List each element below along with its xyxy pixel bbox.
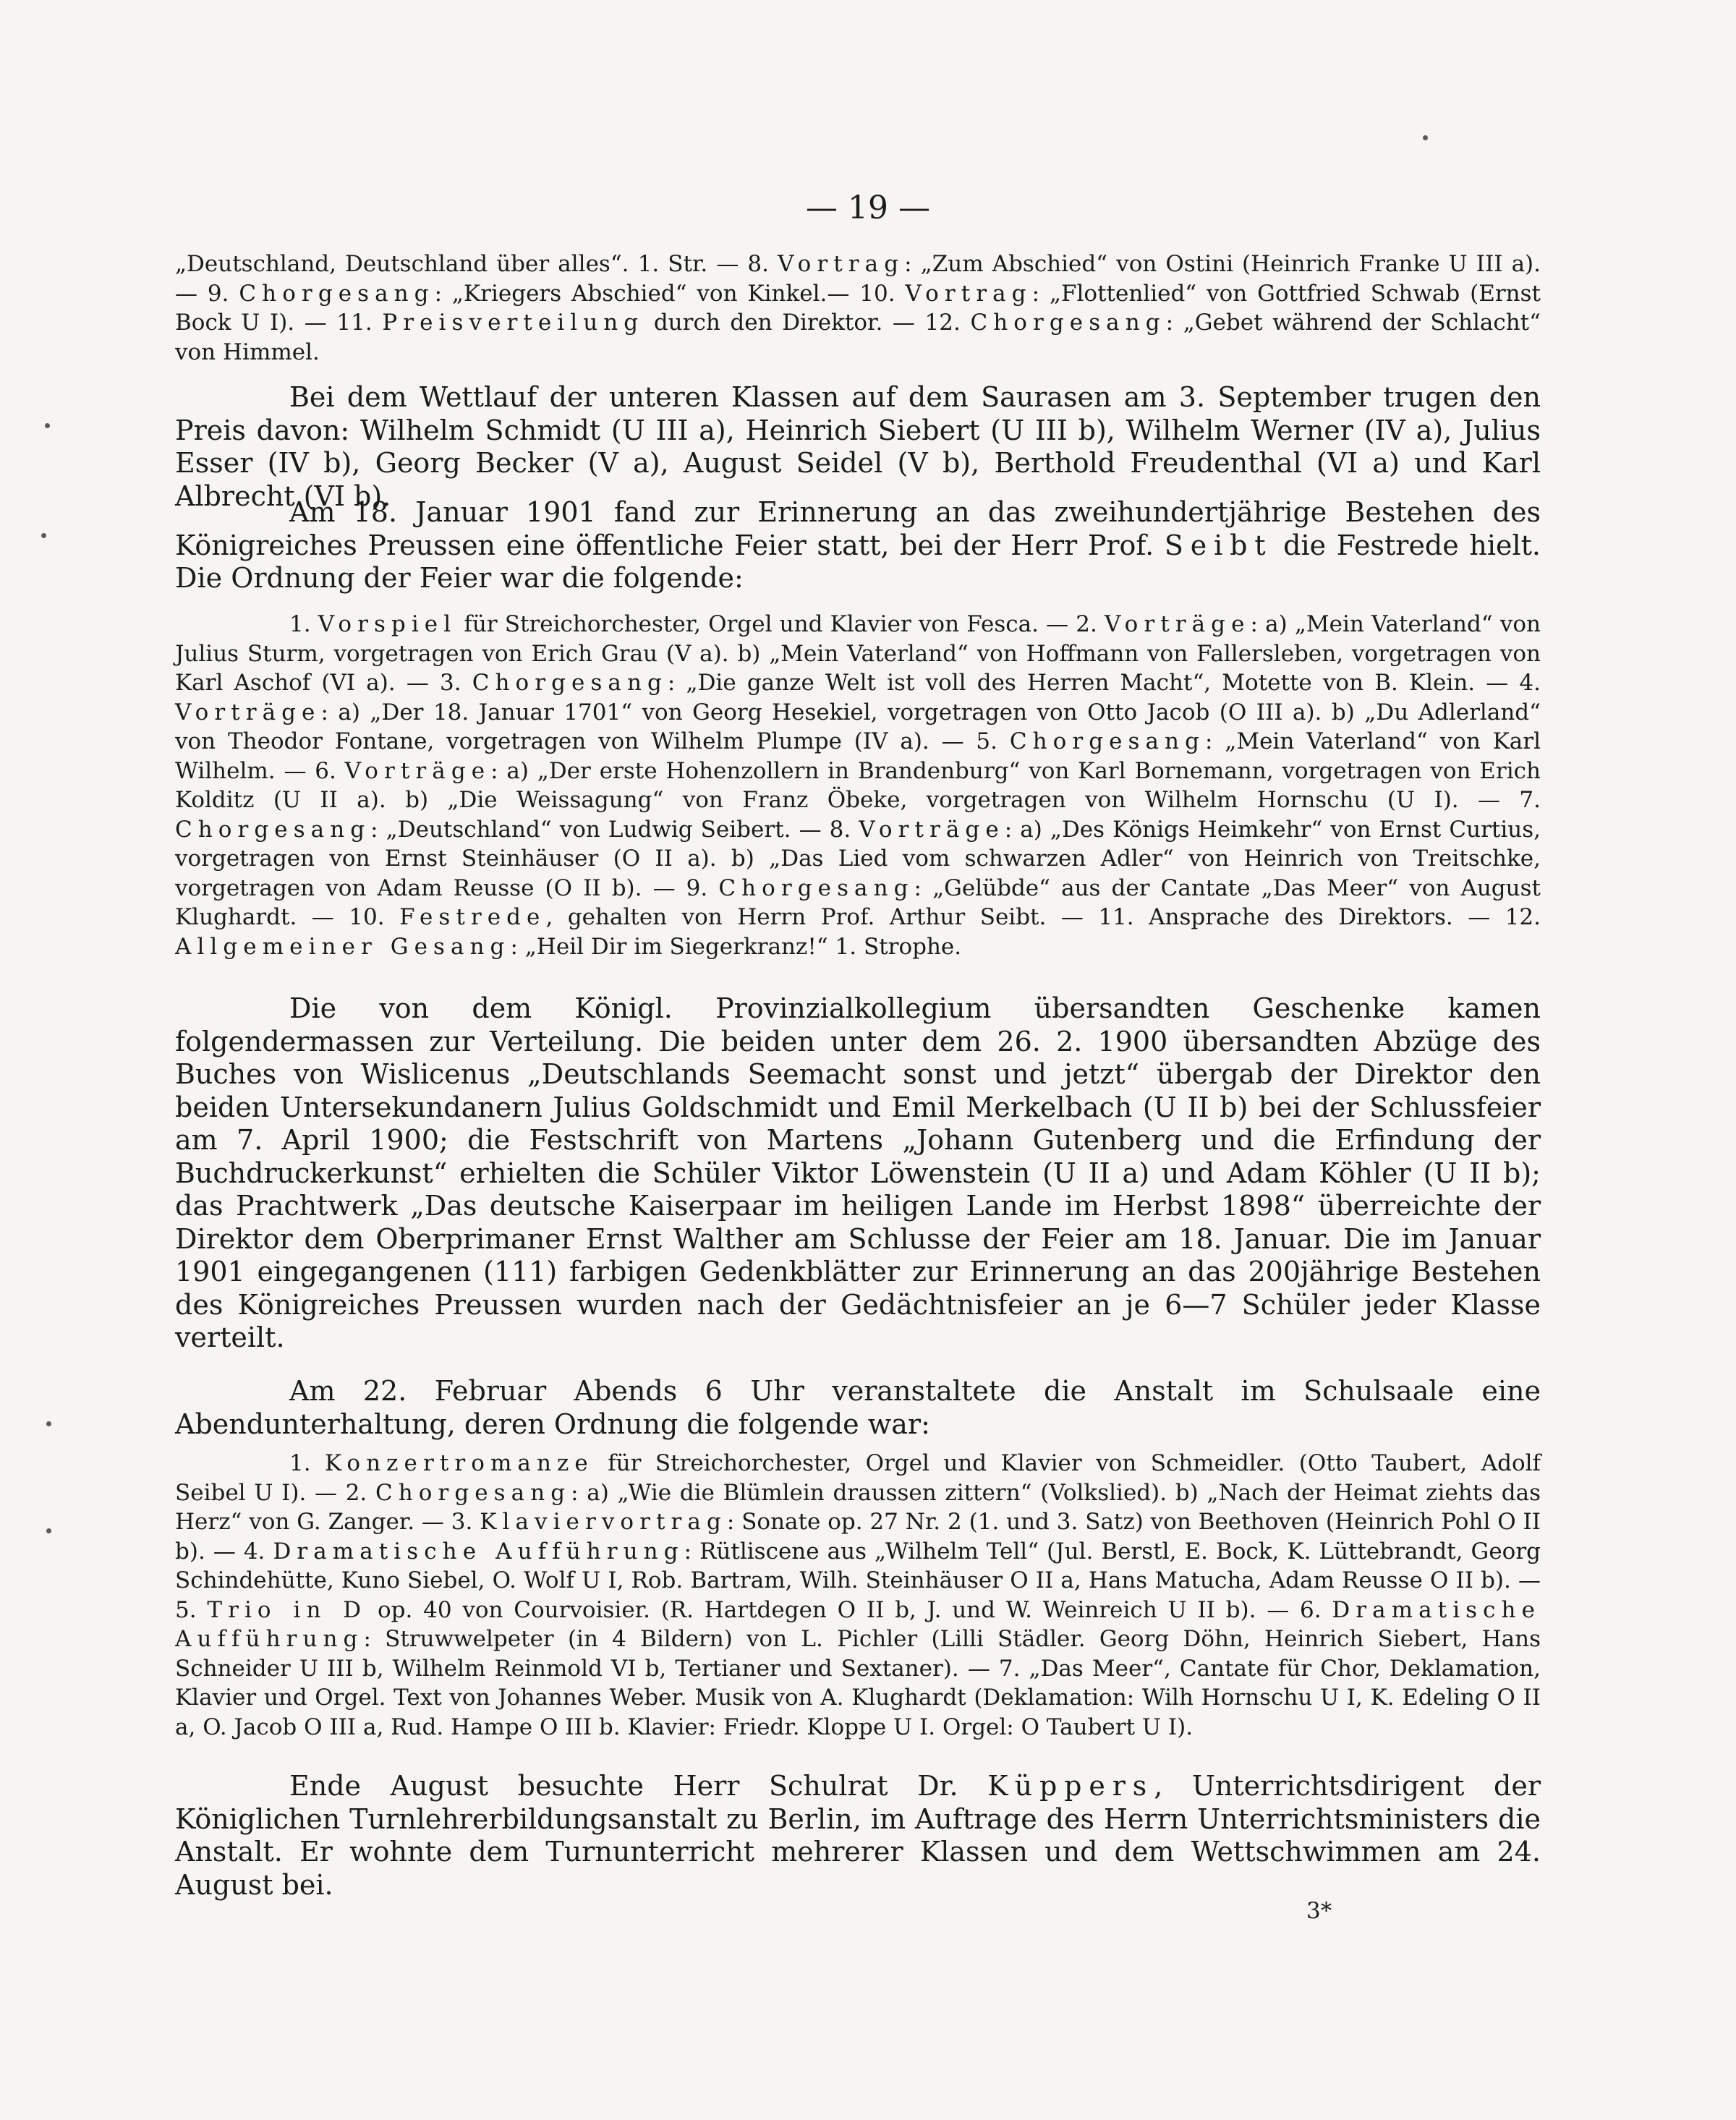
paragraph-evening-intro: Am 22. Februar Abends 6 Uhr veranstaltete die Anstalt im Schulsaale eine Abendunterhaltung, deren Ordnung die folgende war: [175, 1375, 1541, 1440]
paragraph-celebration-programme: 1. Vorspiel für Streichorchester, Orgel und Klavier von Fesca. — 2. Vorträge: a) „Mein Vaterland“ von Julius Sturm, vorgetragen von Erich Grau (V a). b) „Mein Vaterland“ von Hoffmann von Fallersleben, vorgetragen von Karl Aschof (VI a). — 3. Chorgesang: „Die ganze Welt ist voll des Herren Macht“, Motette von B. Klein. — 4. Vorträge: a) „Der 18. Januar 1701“ von Georg Hesekiel, vorgetragen von Otto Jacob (O III a). b) „Du Adlerland“ von Theodor Fontane, vorgetragen von Wilhelm Plumpe (IV a). — 5. Chorgesang: „Mein Vaterland“ von Karl Wilhelm. — 6. Vorträge: a) „Der erste Hohenzollern in Brandenburg“ von Karl Bornemann, vorgetragen von Erich Kolditz (U II a). b) „Die Weissagung“ von Franz Öbeke, vorgetragen von Wilhelm Hornschu (U I). — 7. Chorgesang: „Deutschland“ von Ludwig Seibert. — 8. Vorträge: a) „Des Königs Heimkehr“ von Ernst Curtius, vorgetragen von Ernst Steinhäuser (O II a). b) „Das Lied vom schwarzen Adler“ von Heinrich von Treitschke, vorgetragen von Adam Reusse (O II b). — 9. Chorgesang: „Gelübde“ aus der Cantate „Das Meer“ von August Klughardt. — 10. Festrede, gehalten von Herrn Prof. Arthur Seibt. — 11. Ansprache des Direktors. — 12. Allgemeiner Gesang: „Heil Dir im Siegerkranz!“ 1. Strophe. [175, 611, 1541, 960]
paragraph-programme-continuation: „Deutschland, Deutschland über alles“. 1. Str. — 8. Vortrag: „Zum Abschied“ von Ostini (Heinrich Franke U III a). — 9. Chorgesang: „Kriegers Abschied“ von Kinkel.— 10. Vortrag: „Flottenlied“ von Gottfried Schwab (Ernst Bock U I). — 11. Preisverteilung durch den Direktor. — 12. Chorgesang: „Gebet während der Schlacht“ von Himmel. [175, 251, 1541, 365]
scan-speck [1423, 135, 1428, 140]
scan-speck [46, 1528, 51, 1533]
paragraph-race-winners: Bei dem Wettlauf der unteren Klassen auf dem Saurasen am 3. September trugen den Preis davon: Wilhelm Schmidt (U III a), Heinrich Siebert (U III b), Wilhelm Werner (IV a), Julius Esser (IV b), Georg Becker (V a), August Seidel (V b), Berthold Freudenthal (VI a) und Karl Albrecht (VI b). [175, 381, 1541, 512]
paragraph-evening-programme: 1. Konzertromanze für Streichorchester, Orgel und Klavier von Schmeidler. (Otto Taubert, Adolf Seibel U I). — 2. Chorgesang: a) „Wie die Blümlein draussen zittern“ (Volkslied). b) „Nach der Heimat ziehts das Herz“ von G. Zanger. — 3. Klaviervortrag: Sonate op. 27 Nr. 2 (1. und 3. Satz) von Beethoven (Heinrich Pohl O II b). — 4. Dramatische Aufführung: Rütliscene aus „Wilhelm Tell“ (Jul. Berstl, E. Bock, K. Lüttebrandt, Georg Schindehütte, Kuno Siebel, O. Wolf U I, Rob. Bartram, Wilh. Steinhäuser O II a, Hans Matucha, Adam Reusse O II b). — 5. Trio in D op. 40 von Courvoisier. (R. Hartdegen O II b, J. und W. Weinreich U II b). — 6. Dramatische Aufführung: Struwwelpeter (in 4 Bildern) von L. Pichler (Lilli Städler. Georg Döhn, Heinrich Siebert, Hans Schneider U III b, Wilhelm Reinmold VI b, Tertianer und Sextaner). — 7. „Das Meer“, Cantate für Chor, Deklamation, Klavier und Orgel. Text von Johannes Weber. Musik von A. Klughardt (Deklamation: Wilh Hornschu U I, K. Edeling O II a, O. Jacob O III a, Rud. Hampe O III b. Klavier: Friedr. Kloppe U I. Orgel: O Taubert U I). [175, 1450, 1541, 1740]
paragraph-gifts: Die von dem Königl. Provinzialkollegium übersandten Geschenke kamen folgendermassen zur Verteilung. Die beiden unter dem 26. 2. 1900 übersandten Abzüge des Buches von Wislicenus „Deutschlands Seemacht sonst und jetzt“ übergab der Direktor den beiden Untersekundanern Julius Goldschmidt und Emil Merkelbach (U II b) bei der Schlussfeier am 7. April 1900; die Festschrift von Martens „Johann Gutenberg und die Erfindung der Buchdruckerkunst“ erhielten die Schüler Viktor Löwenstein (U II a) und Adam Köhler (U II b); das Prachtwerk „Das deutsche Kaiserpaar im heiligen Lande im Herbst 1898“ überreichte der Direktor dem Oberprimaner Ernst Walther am Schlusse der Feier am 18. Januar. Die im Januar 1901 eingegangenen (111) farbigen Gedenkblätter zur Erinnerung an das 200jährige Bestehen des Königreiches Preussen wurden nach der Gedächtnisfeier an je 6—7 Schüler jeder Klasse verteilt. [175, 992, 1541, 1353]
scan-speck [45, 423, 50, 428]
scan-speck [46, 1421, 51, 1426]
paragraph-inspection-visit: Ende August besuchte Herr Schulrat Dr. Küppers, Unterrichtsdirigent der Königlichen Turnlehrerbildungsanstalt zu Berlin, im Auftrage des Herrn Unterrichtsministers die Anstalt. Er wohnte dem Turnunterricht mehrerer Klassen und dem Wettschwimmen am 24. August bei. [175, 1770, 1541, 1901]
sheet-signature-mark: 3* [1306, 1898, 1332, 1924]
page-number: — 19 — [806, 190, 930, 226]
scan-speck [41, 533, 46, 538]
paragraph-celebration-intro: Am 18. Januar 1901 fand zur Erinnerung an das zweihundertjährige Bestehen des Königreiches Preussen eine öffentliche Feier statt, bei der Herr Prof. Seibt die Festrede hielt. Die Ordnung der Feier war die folgende: [175, 496, 1541, 594]
